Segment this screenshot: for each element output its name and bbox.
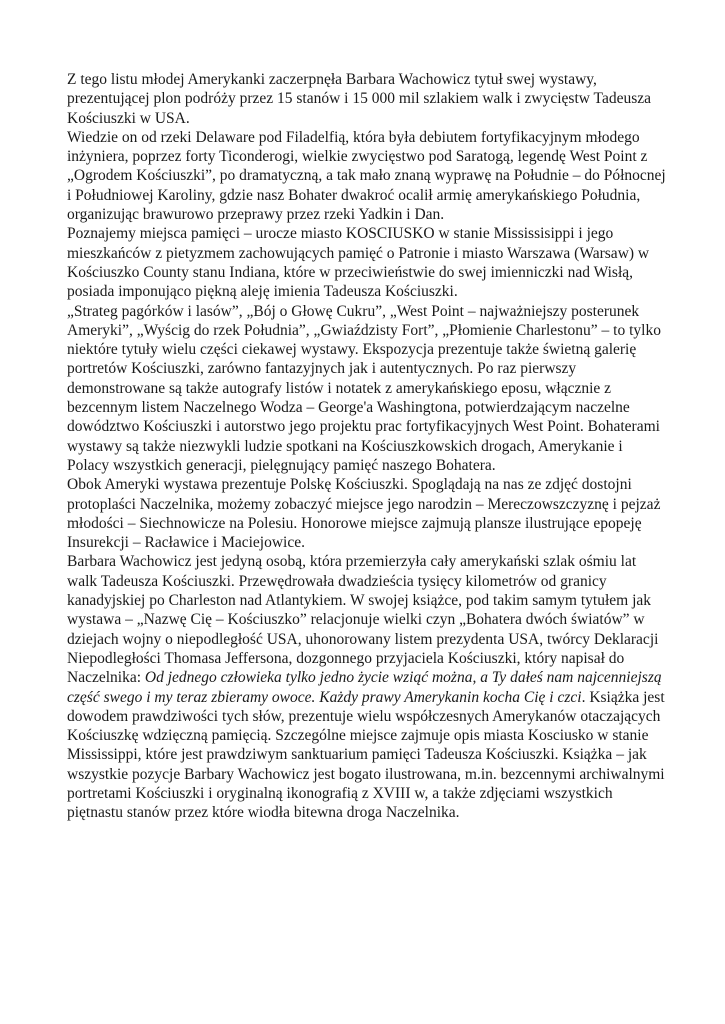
document-page [67,70,667,823]
paragraph-poland-of-kosciuszko: Obok Ameryki wystawa prezentuje Polskę Kościuszki. Spoglądają na nas ze zdjęć dostojni protoplaści Naczelnika, możemy zobaczyć miejsce jego narodzin – Mereczowszczyznę i pejzaż młodości – Siechnowicze na Polesiu. Honorowe miejsce zajmują plansze ilustrujące epopeję Insurekcji – Racławice i Maciejowice. [67,476,661,552]
paragraph-exhibition-title-origin: Z tego listu młodej Amerykanki zaczerpnęła Barbara Wachowicz tytuł swej wystawy, prezentującej plon podróży przez 15 stanów i 15 000 mil szlakiem walk i zwycięstw Tadeusza Kościuszki w USA. [67,71,651,127]
paragraph-trail-route: Wiedzie on od rzeki Delaware pod Filadelfią, która była debiutem fortyfikacyjnym młodego inżyniera, poprzez forty Ticonderogi, wielkie zwycięstwo pod Saratogą, legendę West Point z „Ogrodem Kościuszki”, po dramatyczną, a tak mało znaną wyprawę na Południe – do Północnej i Południowej Karoliny, gdzie nasz Bohater dwakroć ocalił armię amerykańskiego Południa, organizując brawurowo przeprawy przez rzeki Yadkin i Dan. [67,128,666,224]
book-text-before-quote: Barbara Wachowicz jest jedyną osobą, która przemierzyła cały amerykański szlak ośmiu lat walk Tadeusza Kościuszki. Przewędrowała dwadzieścia tysięcy kilometrów od granicy kanadyjskiej po Charleston nad Atlantykiem. W swojej książce, pod takim samym tytułem jak wystawa – „Nazwę Cię – Kościuszko” relacjonuje wielki czyn „Bohatera dwóch światów” w dziejach wojny o niepodległość USA, uhonorowany listem prezydenta USA, twórcy Deklaracji Niepodległości Thomasa Jeffersona, dozgonnego przyjaciela Kościuszki, który napisał do Naczelnika: [67,553,659,687]
paragraph-book-description [67,552,667,822]
jefferson-quote: Od jednego człowieka tylko jedno życie wziąć można, a Ty dałeś nam najcenniejszą część swego i my teraz zbieramy owoce. Każdy prawy Amerykanin kocha Cię i czci [67,669,662,706]
book-text-after-quote: . Książka jest dowodem prawdziwości tych słów, prezentuje wielu współczesnych Amerykanów otaczających Kościuszkę wdzięczną pamięcią. Szczególne miejsce zajmuje opis miasta Kosciusko w stanie Mississippi, które jest prawdziwym sanktuarium pamięci Tadeusza Kościuszki. Książka – jak wszystkie pozycje Barbary Wachowicz jest bogato ilustrowana, m.in. bezcennymi archiwalnymi portretami Kościuszki i oryginalną ikonografią z XVIII w, a także zdjęciami wszystkich piętnastu stanów przez które wiodła bitewna droga Naczelnika. [67,688,665,822]
paragraph-places-of-memory: Poznajemy miejsca pamięci – urocze miasto KOSCIUSKO w stanie Mississisippi i jego mieszkańców z pietyzmem zachowujących pamięć o Patronie i miasto Warszawa (Warsaw) w Kościuszko County stanu Indiana, które w przeciwieństwie do swej imienniczki nad Wisłą, posiada imponująco piękną aleję imienia Tadeusza Kościuszki. [67,225,650,301]
paragraph-exhibition-sections: „Strateg pagórków i lasów”, „Bój o Głowę Cukru”, „West Point – najważniejszy posterunek Ameryki”, „Wyścig do rzek Południa”, „Gwiaździsty Fort”, „Płomienie Charlestonu” – to tylko niektóre tytuły wielu części ciekawej wystawy. Ekspozycja prezentuje także świetną galerię portretów Kościuszki, zarówno fantazyjnych jak i autentycznych. Po raz pierwszy demonstrowane są także autografy listów i notatek z amerykańskiego eposu, włącznie z bezcennym listem Naczelnego Wodza – George'a Washingtona, potwierdzającym naczelne dowództwo Kościuszki i autorstwo jego projektu prac fortyfikacyjnych West Point. Bohaterami wystawy są także niezwykli ludzie spotkani na Kościuszkowskich drogach, Amerykanie i Polacy wszystkich generacji, pielęgnujący pamięć naszego Bohatera. [67,302,661,474]
